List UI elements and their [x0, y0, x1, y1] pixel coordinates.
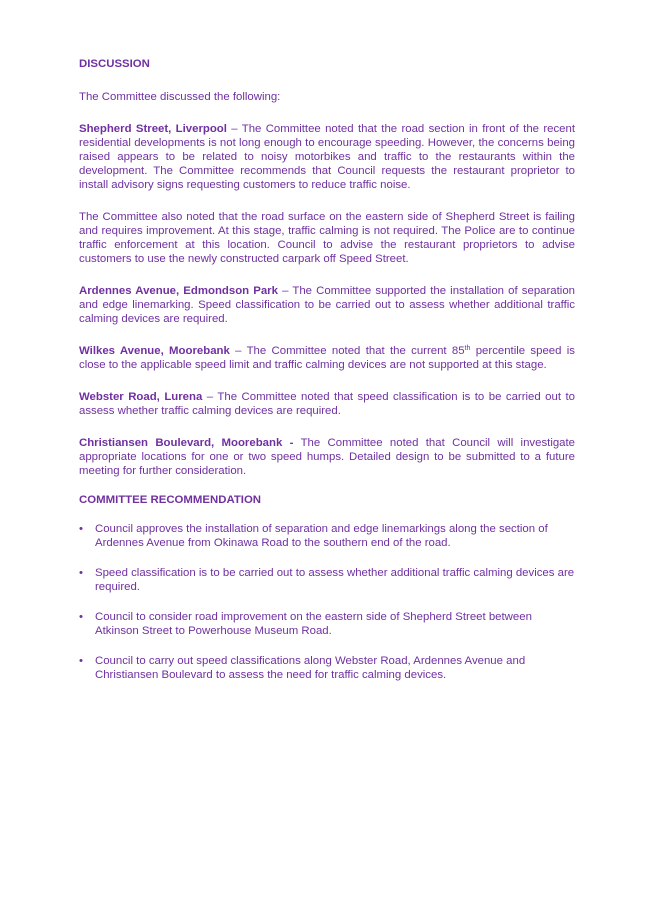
bullet-icon: • [79, 567, 83, 579]
discussion-heading: DISCUSSION [79, 58, 150, 70]
item-text: The Committee noted that speed classification is to be carried out to assess whether traffic calming devices are required. [79, 391, 575, 417]
item-webster-road: Webster Road, Lurena – The Committee noted that speed classification is to be carried out to assess whether traffic calming devices are required. [79, 391, 575, 417]
item-title: Webster Road, Lurena [79, 391, 203, 403]
item-shepherd-street-followup [79, 210, 575, 266]
item-title: Wilkes Avenue, Moorebank [79, 345, 230, 357]
list-item: • Speed classification is to be carried out to assess whether additional traffic calming devices are required. [79, 567, 575, 593]
list-item: • Council to consider road improvement on the eastern side of Shepherd Street between Atkinson Street to Powerhouse Museum Road. [79, 611, 532, 637]
bullet-icon: • [79, 523, 83, 535]
item-christiansen-boulevard [79, 436, 575, 478]
item-title: Shepherd Street, Liverpool [79, 123, 227, 135]
item-ardennes-avenue: Ardennes Avenue, Edmondson Park – The Committee supported the installation of separation and edge linemarking. Speed classification to be carried out to assess whether additional traffic calming devices are required. [79, 285, 575, 325]
list-item: • Council to carry out speed classifications along Webster Road, Ardennes Avenue and Christiansen Boulevard to assess the need for traffic calming devices. [79, 655, 526, 681]
recommendation-list [79, 522, 575, 682]
discussion-intro: The Committee discussed the following: [79, 91, 281, 103]
item-shepherd-street: Shepherd Street, Liverpool – The Committee noted that the road section in front of the recent residential developments is not long enough to encourage speeding. However, the concerns being raised appears to be related to noisy motorbikes and traffic to the restaurants within the development. The Committee recommends that Council requests the restaurant proprietor to install advisory signs requesting customers to reduce traffic noise. [79, 123, 575, 191]
bullet-icon: • [79, 611, 83, 623]
item-text: The Committee supported the installation of separation and edge linemarking. Speed classification to be carried out to assess whether additional traffic calming devices are required. [79, 285, 575, 325]
item-text: The Committee noted that the road section in front of the recent residential developments is not long enough to encourage speeding. However, the concerns being raised appears to be related to noisy motorbikes and traffic to the restaurants within the development. The Committee recommends that Council requests the restaurant proprietor to install advisory signs requesting customers to reduce traffic noise. [79, 123, 575, 191]
item-text: The Committee also noted that the road surface on the eastern side of Shepherd Street is failing and requires improvement. At this stage, traffic calming is not required. The Police are to continue traffic enforcement at this location. Council to advise the restaurant proprietors to advise customers to use the newly constructed carpark off Speed Street. [79, 211, 575, 265]
item-title: Christiansen Boulevard, Moorebank - [79, 437, 294, 449]
document-page [79, 56, 575, 698]
recommendation-heading: COMMITTEE RECOMMENDATION [79, 494, 262, 506]
item-wilkes-avenue: Wilkes Avenue, Moorebank – The Committee noted that the current 85th percentile speed is close to the applicable speed limit and traffic calming devices are not supported at this stage. [79, 345, 575, 371]
bullet-icon: • [79, 655, 83, 667]
item-text: The Committee noted that Council will investigate appropriate locations for one or two speed humps. Detailed design to be submitted to a future meeting for further consideration. [79, 437, 576, 477]
list-item: • Council approves the installation of separation and edge linemarkings along the section of Ardennes Avenue from Okinawa Road to the southern end of the road. [79, 523, 548, 549]
item-title: Ardennes Avenue, Edmondson Park [79, 285, 278, 297]
